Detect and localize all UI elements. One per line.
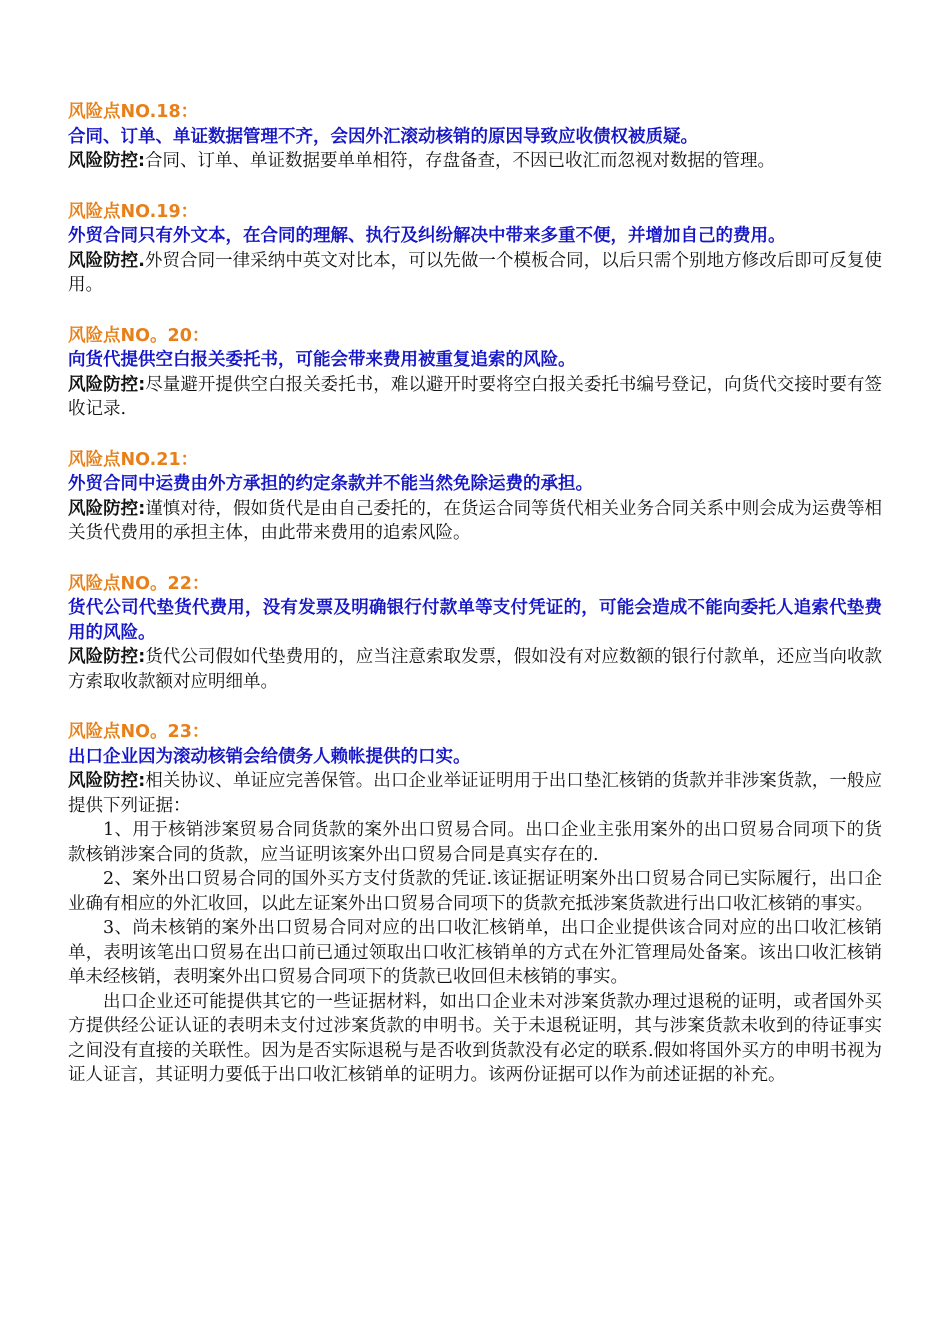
risk-statement: 外贸合同中运费由外方承担的约定条款并不能当然免除运费的承担。 bbox=[68, 474, 593, 494]
risk-statement: 向货代提供空白报关委托书，可能会带来费用被重复追索的风险。 bbox=[68, 350, 576, 370]
control-label: 风险防控 bbox=[68, 151, 138, 171]
control-text: 谨慎对待，假如货代是由自己委托的，在货运合同等货代相关业务合同关系中则会成为运费等相关货代费用的承担主体，由此带来费用的追索风险。 bbox=[68, 498, 883, 543]
control-text: 合同、订单、单证数据要单单相符，存盘备查，不因已收汇而忽视对数据的管理。 bbox=[145, 151, 775, 171]
risk-control bbox=[68, 249, 882, 298]
control-label: 风险防控 bbox=[68, 498, 139, 519]
control-text: 货代公司假如代垫费用的，应当注意索取发票，假如没有对应数额的银行付款单，还应当向收款方索取收款额对应明细单。 bbox=[68, 647, 883, 692]
risk-statement: 外贸合同只有外文本，在合同的理解、执行及纠纷解决中带来多重不便，并增加自己的费用。 bbox=[68, 226, 786, 246]
control-label-suffix: : bbox=[138, 771, 146, 791]
control-label-suffix: . bbox=[138, 250, 145, 271]
evidence-paragraph-2: 2、案外出口贸易合同的国外买方支付货款的凭证.该证据证明案外出口贸易合同已实际履行，出口企业确有相应的外汇收回，以此左证案外出口贸易合同项下的货款充抵涉案货款进行出口收汇核销的事实。 bbox=[68, 869, 882, 914]
risk-statement: 合同、订单、单证数据管理不齐，会因外汇滚动核销的原因导致应收债权被质疑。 bbox=[68, 126, 698, 147]
evidence-paragraph-1: 1、用于核销涉案贸易合同货款的案外出口贸易合同。出口企业主张用案外的出口贸易合同项下的货款核销涉案合同的货款，应当证明该案外出口贸易合同是真实存在的. bbox=[68, 820, 882, 865]
control-label-suffix: : bbox=[138, 498, 146, 519]
document-page bbox=[68, 100, 882, 1114]
risk-statement: 出口企业因为滚动核销会给债务人赖帐提供的口实。 bbox=[68, 746, 471, 767]
control-label-suffix: : bbox=[138, 647, 146, 667]
risk-heading: 风险点NO.18： bbox=[68, 102, 199, 122]
risk-control bbox=[68, 373, 882, 422]
risk-section-18 bbox=[68, 100, 882, 174]
risk-section-19 bbox=[68, 200, 882, 298]
risk-heading: 风险点NO。23： bbox=[68, 722, 210, 742]
control-label-suffix: : bbox=[138, 151, 145, 171]
risk-heading: 风险点NO.19： bbox=[68, 201, 199, 222]
risk-control bbox=[68, 645, 882, 694]
risk-statement: 货代公司代垫货代费用，没有发票及明确银行付款单等支付凭证的，可能会造成不能向委托人追索代垫费用的风险。 bbox=[68, 598, 882, 643]
control-text: 相关协议、单证应完善保管。出口企业举证证明用于出口垫汇核销的货款并非涉案货款，一般应提供下列证据： bbox=[68, 771, 883, 816]
risk-section-20 bbox=[68, 324, 882, 422]
control-label-suffix: : bbox=[138, 374, 146, 395]
closing-paragraph: 出口企业还可能提供其它的一些证据材料，如出口企业未对涉案货款办理过退税的证明，或者国外买方提供经公证认证的表明未支付过涉案货款的申明书。关于未退税证明，其与涉案货款未收到的待证事实之间没有直接的关联性。因为是否实际退税与是否收到货款没有必定的联系.假如将国外买方的申明书视为证人证言，其证明力要低于出口收汇核销单的证明力。该两份证据可以作为前述证据的补充。 bbox=[68, 991, 882, 1085]
control-label: 风险防控 bbox=[68, 647, 139, 667]
evidence-paragraph-3: 3、尚未核销的案外出口贸易合同对应的出口收汇核销单，出口企业提供该合同对应的出口收汇核销单，表明该笔出口贸易在出口前已通过领取出口收汇核销单的方式在外汇管理局处备案。该出口收汇核销单未经核销，表明案外出口贸易合同项下的货款已收回但未核销的事实。 bbox=[68, 918, 882, 987]
risk-section-23 bbox=[68, 720, 882, 1088]
risk-control bbox=[68, 497, 882, 546]
control-text: 尽量避开提供空白报关委托书，难以避开时要将空白报关委托书编号登记，向货代交接时要有签收记录. bbox=[68, 374, 883, 419]
risk-heading: 风险点NO。20： bbox=[68, 325, 210, 346]
risk-section-22 bbox=[68, 572, 882, 695]
control-text: 外贸合同一律采纳中英文对比本，可以先做一个模板合同，以后只需个别地方修改后即可反复使用。 bbox=[68, 250, 883, 295]
risk-heading: 风险点NO。22： bbox=[68, 573, 210, 594]
risk-section-21 bbox=[68, 448, 882, 546]
control-label: 风险防控 bbox=[68, 250, 139, 271]
control-label: 风险防控 bbox=[68, 374, 139, 395]
risk-heading: 风险点NO.21： bbox=[68, 449, 199, 470]
control-label: 风险防控 bbox=[68, 771, 139, 791]
risk-control bbox=[68, 149, 882, 174]
risk-control bbox=[68, 769, 882, 818]
